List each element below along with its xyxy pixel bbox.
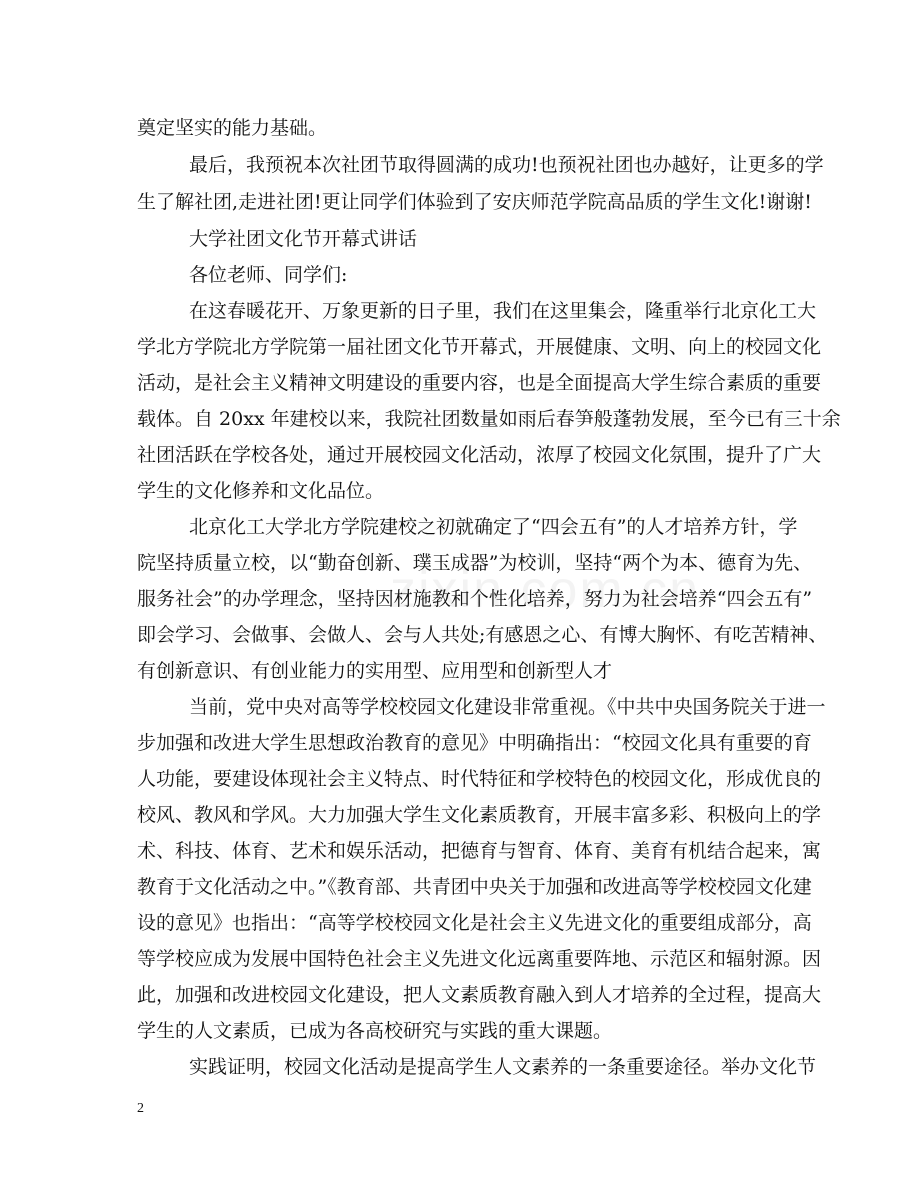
text-line: 学北方学院北方学院第一届社团文化节开幕式，开展健康、文明、向上的校园文化 bbox=[137, 336, 822, 358]
text-line: 有创新意识、有创业能力的实用型、应用型和创新型人才 bbox=[137, 660, 613, 682]
text-line: 即会学习、会做事、会做人、会与人共处;有感恩之心、有博大胸怀、有吃苦精神、 bbox=[137, 624, 828, 646]
text-line: 学生的人文素质，已成为各高校研究与实践的重大课题。 bbox=[137, 1020, 613, 1042]
text-line: 在这春暖花开、万象更新的日子里，我们在这里集会，隆重举行北京化工大 bbox=[189, 300, 817, 322]
text-line: 载体。自 20xx 年建校以来，我院社团数量如雨后春笋般蓬勃发展，至今已有三十余 bbox=[137, 408, 841, 430]
section-heading: 大学社团文化节开幕式讲话 bbox=[189, 228, 418, 250]
text-line: 当前，党中央对高等学校校园文化建设非常重视。《中共中央国务院关于进一 bbox=[189, 696, 826, 718]
text-line: 最后，我预祝本次社团节取得圆满的成功!也预祝社团也办越好，让更多的学 bbox=[189, 154, 824, 176]
text-line: 学生的文化修养和文化品位。 bbox=[137, 480, 385, 502]
text-line: 人功能，要建设体现社会主义特点、时代特征和学校特色的校园文化，形成优良的 bbox=[137, 768, 822, 790]
text-line: 院坚持质量立校，以“勤奋创新、璞玉成器”为校训，坚持“两个为本、德育为先、 bbox=[137, 552, 813, 574]
text-line: 此，加强和改进校园文化建设，把人文素质教育融入到人才培养的全过程，提高大 bbox=[137, 984, 822, 1006]
text-line: 活动，是社会主义精神文明建设的重要内容，也是全面提高大学生综合素质的重要 bbox=[137, 372, 822, 394]
text-line: 校风、教风和学风。大力加强大学生文化素质教育，开展丰富多彩、积极向上的学 bbox=[137, 804, 822, 826]
text-line: 生了解社团,走进社团!更让同学们体验到了安庆师范学院高品质的学生文化!谢谢! bbox=[137, 191, 812, 213]
text-line: 服务社会”的办学理念，坚持因材施教和个性化培养，努力为社会培养“四会五有” bbox=[137, 588, 813, 610]
text-line: 奠定坚实的能力基础。 bbox=[137, 117, 328, 139]
page-number: 2 bbox=[137, 1101, 144, 1116]
text-line: 步加强和改进大学生思想政治教育的意见》中明确指出：“校园文化具有重要的育 bbox=[137, 732, 812, 754]
text-line: 北京化工大学北方学院建校之初就确定了“四会五有”的人才培养方针，学 bbox=[189, 516, 798, 538]
salutation: 各位老师、同学们: bbox=[189, 264, 348, 286]
text-line: 术、科技、体育、艺术和娱乐活动，把德育与智育、体育、美育有机结合起来，寓 bbox=[137, 840, 822, 862]
text-line: 教育于文化活动之中。”《教育部、共青团中央关于加强和改进高等学校校园文化建 bbox=[137, 876, 812, 898]
text-line: 实践证明，校园文化活动是提高学生人文素养的一条重要途径。举办文化节 bbox=[189, 1056, 817, 1078]
text-line: 社团活跃在学校各处，通过开展校园文化活动，浓厚了校园文化氛围，提升了广大 bbox=[137, 444, 822, 466]
text-line: 设的意见》也指出：“高等学校校园文化是社会主义先进文化的重要组成部分，高 bbox=[137, 912, 812, 934]
text-line: 等学校应成为发展中国特色社会主义先进文化远离重要阵地、示范区和辐射源。因 bbox=[137, 948, 822, 970]
